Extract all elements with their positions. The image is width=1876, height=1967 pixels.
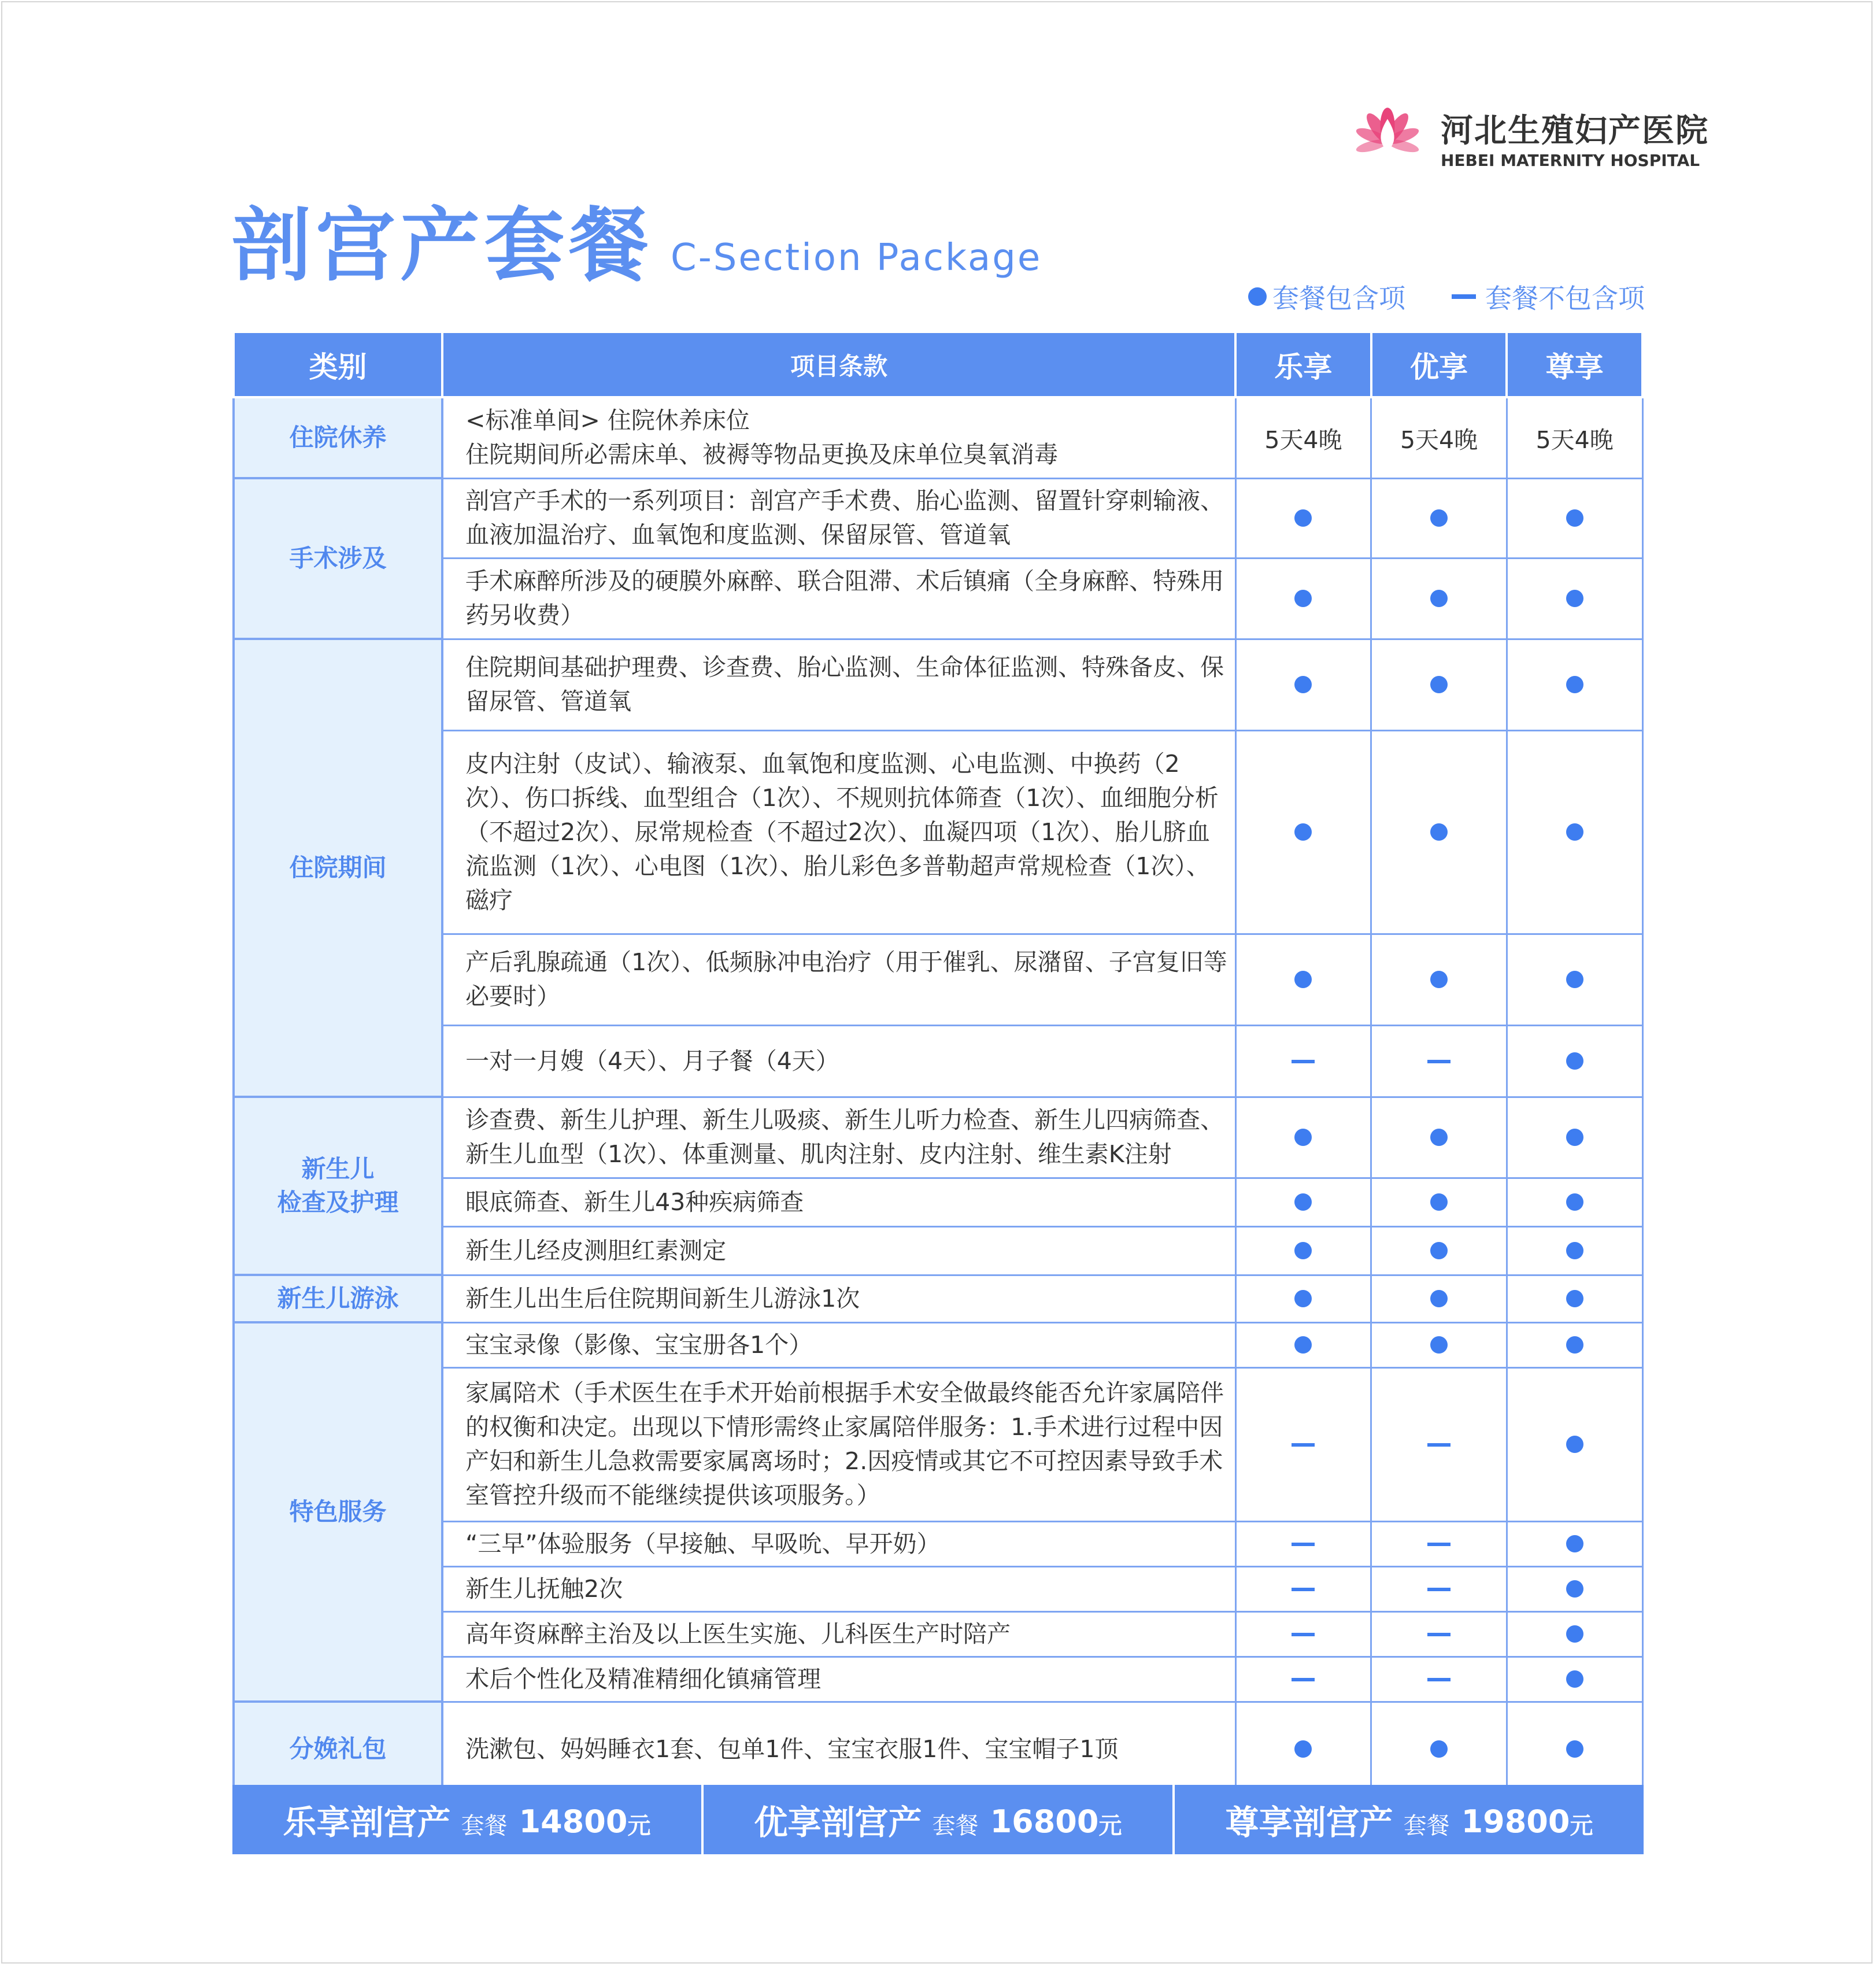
- table-row: [234, 1097, 1642, 1178]
- table-row: [234, 1702, 1642, 1796]
- included-dot-icon: [1430, 971, 1448, 988]
- excluded-dash-icon: [1427, 1443, 1451, 1447]
- item-cell: 家属陪术（手术医生在手术开始前根据手术安全做最终能否允许家属陪伴的权衡和决定。出现以下情形需终止家属陪伴服务：1.手术进行过程中因产妇和新生儿急救需要家属离场时；2.因疫情或其它不可控因素导致手术室管控升级而不能继续提供该项服务。）: [442, 1367, 1235, 1521]
- excluded-dash-icon: [1292, 1678, 1315, 1681]
- price-item: [232, 1785, 704, 1854]
- included-dot-icon: [1566, 1535, 1583, 1552]
- item-cell: 高年资麻醉主治及以上医生实施、儿科医生产时陪产: [442, 1611, 1235, 1657]
- header-row: [234, 332, 1642, 397]
- included-dot-icon: [1430, 676, 1448, 693]
- included-dot-icon: [1566, 823, 1583, 841]
- page-title: [231, 199, 1042, 292]
- included-dot-icon: [1430, 1336, 1448, 1354]
- included-dot-icon: [1566, 1052, 1583, 1070]
- included-dot-icon: [1566, 1670, 1583, 1688]
- item-cell: 洗漱包、妈妈睡衣1套、包单1件、宝宝衣服1件、宝宝帽子1顶: [442, 1702, 1235, 1796]
- included-dot-icon: [1430, 1129, 1448, 1146]
- included-dot-icon: [1430, 1242, 1448, 1259]
- item-cell: “三早”体验服务（早接触、早吸吮、早开奶）: [442, 1521, 1235, 1566]
- included-dot-icon: [1294, 1336, 1312, 1354]
- price-unit: 元: [1098, 1812, 1122, 1839]
- item-cell: 新生儿经皮测胆红素测定: [442, 1226, 1235, 1275]
- category-cell: 新生儿游泳: [234, 1275, 442, 1322]
- item-cell: 住院期间基础护理费、诊查费、胎心监测、生命体征监测、特殊备皮、保留尿管、管道氧: [442, 639, 1235, 730]
- legend-included: 套餐包含项: [1272, 283, 1405, 314]
- header-p1: 乐享: [1235, 332, 1371, 397]
- item-line: <标准单间> 住院休养床位: [465, 406, 750, 435]
- legend: [1248, 278, 1645, 316]
- included-dot-icon: [1294, 1129, 1312, 1146]
- category-cell: 特色服务: [234, 1322, 442, 1702]
- table-row: [234, 1611, 1642, 1657]
- excluded-dash-icon: [1292, 1443, 1315, 1447]
- item-cell: 新生儿抚触2次: [442, 1566, 1235, 1611]
- hospital-logo: [1347, 98, 1709, 185]
- included-dot-icon: [1294, 971, 1312, 988]
- category-line: 检查及护理: [277, 1188, 399, 1217]
- included-dot-icon: [1566, 1290, 1583, 1307]
- price-amount: 16800: [990, 1803, 1099, 1840]
- included-dot-icon: [1248, 287, 1267, 306]
- excluded-dash-icon: [1292, 1633, 1315, 1636]
- included-dot-icon: [1294, 1242, 1312, 1259]
- price-item: [1175, 1785, 1644, 1854]
- price-amount: 19800: [1461, 1803, 1570, 1840]
- category-cell: 分娩礼包: [234, 1702, 442, 1796]
- package-table: [232, 331, 1644, 1798]
- price-name: 乐享剖宫产: [283, 1803, 451, 1842]
- table-row: [234, 397, 1642, 478]
- category-cell: 住院休养: [234, 397, 442, 478]
- item-cell: 术后个性化及精准精细化镇痛管理: [442, 1657, 1235, 1702]
- included-dot-icon: [1566, 590, 1583, 607]
- category-line: 新生儿: [301, 1155, 375, 1183]
- included-dot-icon: [1294, 676, 1312, 693]
- excluded-dash-icon: [1292, 1543, 1315, 1546]
- included-dot-icon: [1430, 823, 1448, 841]
- included-dot-icon: [1566, 1242, 1583, 1259]
- table-row: [234, 558, 1642, 639]
- included-dot-icon: [1430, 1290, 1448, 1307]
- header-p3: 尊享: [1507, 332, 1642, 397]
- included-dot-icon: [1430, 590, 1448, 607]
- excluded-dash-icon: [1292, 1060, 1315, 1063]
- value-cell: 5天4晚: [1235, 397, 1371, 478]
- item-cell: 皮内注射（皮试）、输液泵、血氧饱和度监测、心电监测、中换药（2次）、伤口拆线、血型组合（1次）、不规则抗体筛查（1次）、血细胞分析（不超过2次）、尿常规检查（不超过2次）、血凝四项（1次）、胎儿脐血流监测（1次）、心电图（1次）、胎儿彩色多普勒超声常规检查（1次）、磁疗: [442, 730, 1235, 934]
- price-suffix: 套餐: [932, 1812, 979, 1839]
- item-cell: 剖宫产手术的一系列项目：剖宫产手术费、胎心监测、留置针穿刺输液、血液加温治疗、血氧饱和度监测、保留尿管、管道氧: [442, 478, 1235, 558]
- price-item: [704, 1785, 1175, 1854]
- lotus-logo-icon: [1347, 101, 1428, 182]
- price-unit: 元: [627, 1812, 651, 1839]
- item-cell: 宝宝录像（影像、宝宝册各1个）: [442, 1322, 1235, 1367]
- header-p2: 优享: [1371, 332, 1507, 397]
- included-dot-icon: [1566, 509, 1583, 527]
- table-row: [234, 1566, 1642, 1611]
- item-cell: 手术麻醉所涉及的硬膜外麻醉、联合阻滞、术后镇痛（全身麻醉、特殊用药另收费）: [442, 558, 1235, 639]
- item-cell: 眼底筛查、新生儿43种疾病筛查: [442, 1178, 1235, 1226]
- table-row: [234, 1322, 1642, 1367]
- table-row: [234, 1657, 1642, 1702]
- item-line: 住院期间所必需床单、被褥等物品更换及床单位臭氧消毒: [465, 441, 1059, 469]
- included-dot-icon: [1430, 509, 1448, 527]
- excluded-dash-icon: [1427, 1060, 1451, 1063]
- price-suffix: 套餐: [1403, 1812, 1450, 1839]
- table-row: [234, 934, 1642, 1025]
- included-dot-icon: [1566, 1740, 1583, 1758]
- excluded-dash-icon: [1427, 1678, 1451, 1681]
- category-cell: 手术涉及: [234, 478, 442, 639]
- hospital-name-cn: 河北生殖妇产医院: [1441, 112, 1709, 150]
- included-dot-icon: [1566, 1129, 1583, 1146]
- item-cell: 一对一月嫂（4天）、月子餐（4天）: [442, 1025, 1235, 1097]
- item-cell: 新生儿出生后住院期间新生儿游泳1次: [442, 1275, 1235, 1322]
- included-dot-icon: [1294, 1193, 1312, 1211]
- included-dot-icon: [1294, 1290, 1312, 1307]
- title-en: C-Section Package: [671, 236, 1042, 279]
- table-row: [234, 1275, 1642, 1322]
- included-dot-icon: [1566, 676, 1583, 693]
- hospital-name-en: HEBEI MATERNITY HOSPITAL: [1441, 151, 1700, 170]
- included-dot-icon: [1294, 1740, 1312, 1758]
- included-dot-icon: [1566, 1436, 1583, 1453]
- price-bar: [232, 1785, 1644, 1854]
- item-cell: 产后乳腺疏通（1次）、低频脉冲电治疗（用于催乳、尿潴留、子宫复旧等必要时）: [442, 934, 1235, 1025]
- table-row: [234, 1226, 1642, 1275]
- item-cell: 诊查费、新生儿护理、新生儿吸痰、新生儿听力检查、新生儿四病筛查、新生儿血型（1次）、体重测量、肌肉注射、皮内注射、维生素K注射: [442, 1097, 1235, 1178]
- category-cell: [234, 1097, 442, 1275]
- item-cell: [442, 397, 1235, 478]
- included-dot-icon: [1566, 1580, 1583, 1598]
- table-row: [234, 1025, 1642, 1097]
- table-row: [234, 1178, 1642, 1226]
- excluded-dash-icon: [1427, 1543, 1451, 1546]
- included-dot-icon: [1566, 1625, 1583, 1643]
- included-dot-icon: [1430, 1740, 1448, 1758]
- category-cell: 住院期间: [234, 639, 442, 1097]
- header-category: 类别: [234, 332, 442, 397]
- included-dot-icon: [1566, 971, 1583, 988]
- included-dot-icon: [1430, 1193, 1448, 1211]
- included-dot-icon: [1566, 1193, 1583, 1211]
- value-cell: 5天4晚: [1507, 397, 1642, 478]
- header-item: 项目条款: [442, 332, 1235, 397]
- excluded-dash-icon: [1427, 1633, 1451, 1636]
- excluded-dash-icon: [1452, 294, 1476, 299]
- included-dot-icon: [1294, 590, 1312, 607]
- excluded-dash-icon: [1292, 1588, 1315, 1591]
- price-amount: 14800: [519, 1803, 628, 1840]
- value-cell: 5天4晚: [1371, 397, 1507, 478]
- legend-excluded: 套餐不包含项: [1485, 283, 1645, 314]
- excluded-dash-icon: [1427, 1588, 1451, 1591]
- included-dot-icon: [1294, 509, 1312, 527]
- table-row: [234, 639, 1642, 730]
- included-dot-icon: [1294, 823, 1312, 841]
- table-row: [234, 730, 1642, 934]
- price-name: 优享剖宫产: [754, 1803, 922, 1842]
- title-cn: 剖宫产套餐: [231, 199, 654, 292]
- table-row: [234, 1521, 1642, 1566]
- table-row: [234, 478, 1642, 558]
- price-name: 尊享剖宫产: [1225, 1803, 1393, 1842]
- price-unit: 元: [1570, 1812, 1593, 1839]
- included-dot-icon: [1566, 1336, 1583, 1354]
- price-suffix: 套餐: [461, 1812, 508, 1839]
- table-row: [234, 1367, 1642, 1521]
